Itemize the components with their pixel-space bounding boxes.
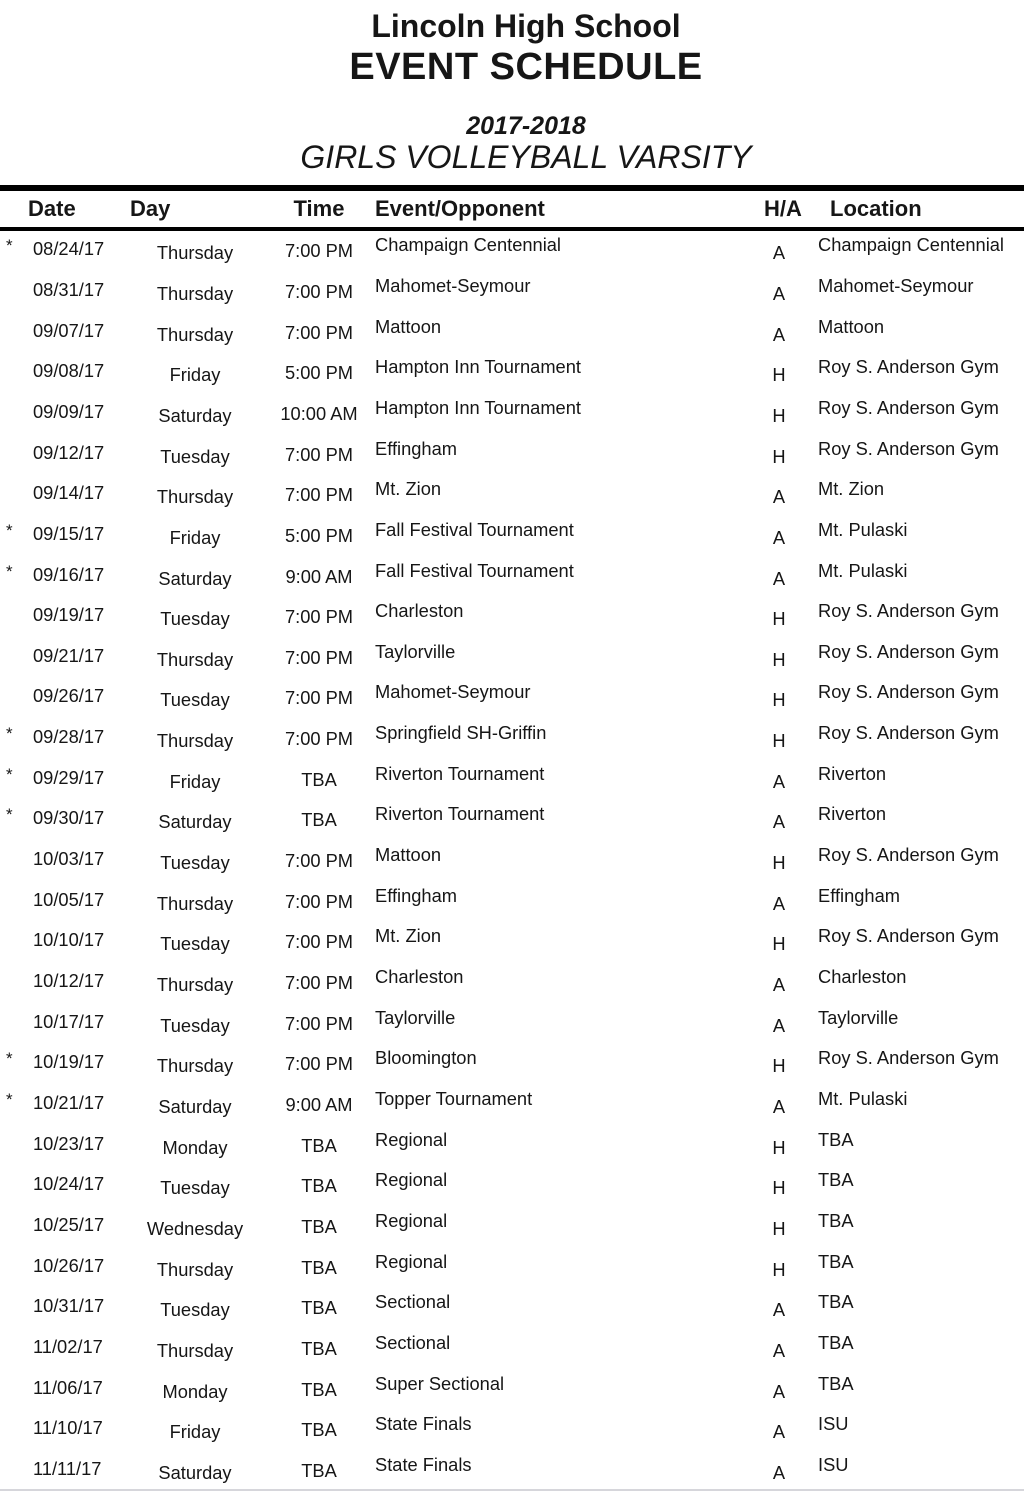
cell-event-opponent: Super Sectional bbox=[375, 1372, 505, 1394]
cell-home-away: H bbox=[772, 1136, 786, 1158]
schedule-row bbox=[0, 677, 1024, 718]
cell-star-marker: * bbox=[6, 805, 13, 825]
cell-star-marker bbox=[6, 1161, 26, 1202]
cell-date: 10/23/17 bbox=[33, 1132, 105, 1154]
cell-star-marker bbox=[6, 876, 26, 917]
cell-event-opponent: Mt. Zion bbox=[375, 925, 442, 947]
schedule-row bbox=[0, 962, 1024, 1003]
cell-date: 10/03/17 bbox=[33, 848, 105, 870]
cell-time: 5:00 PM bbox=[284, 362, 354, 384]
cell-day: Thursday bbox=[156, 1055, 234, 1077]
schedule-row bbox=[0, 515, 1024, 556]
cell-home-away: H bbox=[772, 608, 786, 630]
cell-event-opponent: Champaign Centennial bbox=[375, 234, 561, 256]
cell-event-opponent: Effingham bbox=[375, 437, 457, 459]
cell-day: Friday bbox=[169, 364, 221, 386]
schedule-row bbox=[0, 393, 1024, 434]
cell-date: 10/19/17 bbox=[33, 1051, 105, 1073]
cell-day: Monday bbox=[162, 1136, 228, 1158]
cell-star-marker: * bbox=[6, 561, 13, 581]
cell-time: 7:00 PM bbox=[284, 606, 354, 628]
cell-star-marker: * bbox=[6, 1089, 13, 1109]
cell-time: 7:00 PM bbox=[284, 240, 354, 262]
cell-time: TBA bbox=[301, 768, 337, 790]
cell-date: 09/21/17 bbox=[33, 644, 105, 666]
cell-star-marker bbox=[6, 1446, 26, 1487]
cell-date: 11/06/17 bbox=[33, 1376, 103, 1398]
cell-day: Thursday bbox=[156, 1339, 234, 1361]
cell-star-marker bbox=[6, 1120, 26, 1161]
schedule-row bbox=[0, 311, 1024, 352]
schedule-row bbox=[0, 433, 1024, 474]
schedule-row bbox=[0, 758, 1024, 799]
cell-event-opponent: Springfield SH-Griffin bbox=[375, 722, 547, 744]
cell-date: 11/02/17 bbox=[33, 1335, 103, 1357]
cell-location: Riverton bbox=[818, 762, 887, 784]
cell-home-away: A bbox=[772, 1095, 786, 1117]
cell-location: TBA bbox=[818, 1128, 854, 1150]
school-name: Lincoln High School bbox=[371, 8, 681, 44]
cell-event-opponent: State Finals bbox=[375, 1453, 472, 1475]
cell-home-away: A bbox=[772, 974, 786, 995]
schedule-row bbox=[0, 840, 1024, 881]
cell-location: Mt. Pulaski bbox=[818, 1087, 908, 1109]
column-header-location: Location bbox=[830, 196, 922, 221]
cell-location: Champaign Centennial bbox=[818, 234, 1004, 256]
team-label: GIRLS VOLLEYBALL VARSITY bbox=[300, 139, 752, 175]
cell-event-opponent: Mattoon bbox=[375, 844, 442, 866]
cell-date: 10/17/17 bbox=[33, 1010, 105, 1032]
cell-location: Taylorville bbox=[818, 1006, 899, 1028]
schedule-row bbox=[0, 921, 1024, 962]
cell-time: 7:00 PM bbox=[284, 728, 354, 750]
cell-star-marker bbox=[6, 917, 26, 958]
cell-star-marker: * bbox=[6, 724, 13, 744]
cell-location: Mt. Zion bbox=[818, 478, 885, 500]
cell-home-away: H bbox=[772, 852, 786, 874]
cell-star-marker bbox=[6, 348, 26, 389]
column-header-home-away: H/A bbox=[764, 196, 802, 221]
cell-event-opponent: Effingham bbox=[375, 884, 457, 906]
schedule-row bbox=[0, 1002, 1024, 1043]
cell-day: Saturday bbox=[158, 404, 232, 426]
cell-date: 11/10/17 bbox=[33, 1417, 103, 1439]
cell-home-away: A bbox=[772, 526, 786, 548]
cell-date: 08/31/17 bbox=[33, 278, 105, 300]
cell-home-away: A bbox=[772, 770, 786, 792]
cell-time: 7:00 PM bbox=[284, 972, 354, 993]
cell-date: 09/09/17 bbox=[33, 400, 105, 422]
cell-home-away: A bbox=[772, 811, 786, 833]
schedule-row bbox=[0, 637, 1024, 678]
cell-star-marker bbox=[6, 1324, 26, 1365]
cell-day: Saturday bbox=[158, 1095, 232, 1117]
cell-location: ISU bbox=[818, 1453, 849, 1475]
cell-event-opponent: Regional bbox=[375, 1250, 448, 1272]
cell-location: Roy S. Anderson Gym bbox=[818, 356, 999, 378]
cell-day: Monday bbox=[162, 1380, 228, 1402]
schedule-row bbox=[0, 1246, 1024, 1287]
cell-date: 10/25/17 bbox=[33, 1213, 105, 1235]
cell-location: ISU bbox=[818, 1413, 849, 1435]
cell-time: TBA bbox=[301, 1134, 337, 1156]
cell-event-opponent: Hampton Inn Tournament bbox=[375, 356, 581, 378]
cell-event-opponent: Regional bbox=[375, 1209, 448, 1231]
cell-home-away: H bbox=[772, 933, 786, 955]
cell-event-opponent: State Finals bbox=[375, 1413, 472, 1435]
cell-event-opponent: Mahomet-Seymour bbox=[375, 274, 531, 296]
cell-star-marker: * bbox=[6, 520, 13, 540]
cell-event-opponent: Fall Festival Tournament bbox=[375, 559, 574, 581]
schedule-row bbox=[0, 1409, 1024, 1450]
bottom-divider bbox=[0, 1489, 1024, 1491]
schedule-row bbox=[0, 1328, 1024, 1369]
cell-date: 10/05/17 bbox=[33, 888, 105, 910]
cell-event-opponent: Riverton Tournament bbox=[375, 762, 545, 784]
column-header-time: Time bbox=[293, 196, 345, 221]
season-label: 2017-2018 bbox=[466, 112, 586, 140]
schedule-row bbox=[0, 352, 1024, 393]
cell-date: 09/14/17 bbox=[33, 482, 105, 504]
cell-home-away: A bbox=[772, 567, 786, 589]
cell-time: TBA bbox=[301, 1337, 337, 1359]
cell-day: Saturday bbox=[158, 1461, 232, 1483]
cell-location: TBA bbox=[818, 1372, 854, 1394]
cell-location: Riverton bbox=[818, 803, 887, 825]
cell-location: Mattoon bbox=[818, 315, 885, 337]
cell-home-away: H bbox=[772, 730, 786, 752]
cell-date: 10/12/17 bbox=[33, 970, 105, 991]
cell-event-opponent: Mahomet-Seymour bbox=[375, 681, 531, 703]
cell-location: Effingham bbox=[818, 884, 900, 906]
cell-event-opponent: Sectional bbox=[375, 1291, 451, 1313]
cell-time: 9:00 AM bbox=[285, 565, 353, 587]
cell-star-marker bbox=[6, 1405, 26, 1446]
cell-time: TBA bbox=[301, 1175, 337, 1197]
cell-date: 09/15/17 bbox=[33, 522, 105, 544]
cell-date: 09/16/17 bbox=[33, 563, 105, 585]
schedule-row bbox=[0, 1124, 1024, 1165]
schedule-row bbox=[0, 474, 1024, 515]
cell-event-opponent: Taylorville bbox=[375, 1006, 456, 1028]
cell-location: TBA bbox=[818, 1331, 854, 1353]
cell-time: 7:00 PM bbox=[284, 443, 354, 465]
schedule-row bbox=[0, 1084, 1024, 1125]
cell-star-marker bbox=[6, 958, 26, 999]
column-header-date: Date bbox=[28, 196, 76, 221]
cell-star-marker bbox=[6, 633, 26, 674]
cell-date: 11/11/17 bbox=[33, 1457, 102, 1479]
cell-location: Roy S. Anderson Gym bbox=[818, 1047, 999, 1069]
cell-time: 10:00 AM bbox=[280, 402, 358, 424]
cell-star-marker bbox=[6, 836, 26, 877]
cell-home-away: H bbox=[772, 689, 786, 711]
cell-location: Mt. Pulaski bbox=[818, 518, 908, 540]
cell-day: Friday bbox=[169, 1421, 221, 1443]
cell-location: TBA bbox=[818, 1291, 854, 1313]
cell-day: Thursday bbox=[156, 242, 234, 264]
cell-location: Roy S. Anderson Gym bbox=[818, 600, 999, 622]
cell-time: 7:00 PM bbox=[284, 1053, 354, 1075]
cell-time: TBA bbox=[301, 1297, 337, 1319]
cell-day: Thursday bbox=[156, 323, 234, 345]
cell-location: Roy S. Anderson Gym bbox=[818, 681, 999, 703]
cell-home-away: H bbox=[772, 445, 786, 467]
cell-day: Friday bbox=[169, 770, 221, 792]
cell-home-away: H bbox=[772, 648, 786, 670]
cell-location: Roy S. Anderson Gym bbox=[818, 925, 999, 947]
cell-day: Tuesday bbox=[160, 933, 230, 955]
cell-location: Roy S. Anderson Gym bbox=[818, 640, 999, 662]
schedule-row bbox=[0, 799, 1024, 840]
cell-event-opponent: Topper Tournament bbox=[375, 1087, 533, 1109]
cell-date: 10/26/17 bbox=[33, 1254, 105, 1276]
cell-date: 09/07/17 bbox=[33, 319, 105, 341]
cell-star-marker bbox=[6, 673, 26, 714]
cell-home-away: A bbox=[772, 1014, 786, 1036]
cell-star-marker: * bbox=[6, 764, 13, 784]
cell-home-away: A bbox=[772, 1299, 786, 1321]
cell-time: TBA bbox=[301, 1378, 337, 1400]
schedule-row bbox=[0, 1287, 1024, 1328]
cell-day: Friday bbox=[169, 526, 221, 548]
cell-time: TBA bbox=[301, 809, 337, 831]
cell-day: Wednesday bbox=[146, 1217, 244, 1239]
cell-home-away: A bbox=[772, 323, 786, 345]
top-divider bbox=[0, 185, 1024, 191]
cell-location: Roy S. Anderson Gym bbox=[818, 396, 999, 418]
cell-date: 09/19/17 bbox=[33, 604, 105, 626]
cell-location: Roy S. Anderson Gym bbox=[818, 437, 999, 459]
cell-home-away: H bbox=[772, 1217, 786, 1239]
cell-event-opponent: Charleston bbox=[375, 600, 464, 622]
cell-time: TBA bbox=[301, 1459, 337, 1481]
schedule-row bbox=[0, 1043, 1024, 1084]
cell-day: Saturday bbox=[158, 811, 232, 833]
cell-day: Thursday bbox=[156, 974, 234, 995]
cell-home-away: A bbox=[772, 892, 786, 914]
cell-home-away: A bbox=[772, 486, 786, 508]
cell-date: 09/12/17 bbox=[33, 441, 105, 463]
cell-event-opponent: Sectional bbox=[375, 1331, 451, 1353]
cell-event-opponent: Hampton Inn Tournament bbox=[375, 396, 581, 418]
schedule-row bbox=[0, 1450, 1024, 1491]
cell-date: 09/29/17 bbox=[33, 766, 105, 788]
cell-event-opponent: Taylorville bbox=[375, 640, 456, 662]
cell-home-away: H bbox=[772, 1177, 786, 1199]
cell-time: 7:00 PM bbox=[284, 321, 354, 343]
cell-day: Saturday bbox=[158, 567, 232, 589]
cell-time: 5:00 PM bbox=[284, 524, 354, 546]
cell-day: Thursday bbox=[156, 648, 234, 670]
cell-home-away: A bbox=[772, 1461, 786, 1483]
cell-event-opponent: Fall Festival Tournament bbox=[375, 518, 574, 540]
cell-day: Thursday bbox=[156, 486, 234, 508]
cell-home-away: A bbox=[772, 242, 786, 264]
cell-star-marker bbox=[6, 592, 26, 633]
cell-event-opponent: Regional bbox=[375, 1169, 448, 1191]
cell-day: Tuesday bbox=[160, 1014, 230, 1036]
cell-day: Thursday bbox=[156, 282, 234, 304]
cell-location: Mt. Pulaski bbox=[818, 559, 908, 581]
cell-date: 10/21/17 bbox=[33, 1091, 105, 1113]
cell-time: TBA bbox=[301, 1419, 337, 1441]
cell-star-marker bbox=[6, 1364, 26, 1405]
cell-day: Thursday bbox=[156, 1258, 234, 1280]
cell-date: 10/31/17 bbox=[33, 1295, 105, 1317]
schedule-row bbox=[0, 1165, 1024, 1206]
cell-date: 08/24/17 bbox=[33, 238, 105, 260]
cell-star-marker bbox=[6, 389, 26, 430]
cell-location: Roy S. Anderson Gym bbox=[818, 722, 999, 744]
cell-day: Thursday bbox=[156, 892, 234, 914]
schedule-row bbox=[0, 880, 1024, 921]
cell-home-away: A bbox=[772, 282, 786, 304]
cell-day: Tuesday bbox=[160, 1177, 230, 1199]
cell-star-marker bbox=[6, 1242, 26, 1283]
cell-star-marker bbox=[6, 470, 26, 511]
cell-location: TBA bbox=[818, 1250, 854, 1272]
cell-event-opponent: Riverton Tournament bbox=[375, 803, 545, 825]
cell-home-away: A bbox=[772, 1380, 786, 1402]
cell-home-away: H bbox=[772, 1055, 786, 1077]
schedule-row bbox=[0, 718, 1024, 759]
cell-time: TBA bbox=[301, 1215, 337, 1237]
cell-time: 7:00 PM bbox=[284, 484, 354, 506]
cell-location: TBA bbox=[818, 1209, 854, 1231]
cell-time: 7:00 PM bbox=[284, 931, 354, 953]
schedule-row bbox=[0, 1206, 1024, 1247]
cell-time: 7:00 PM bbox=[284, 687, 354, 709]
cell-time: 9:00 AM bbox=[285, 1093, 353, 1115]
schedule-row bbox=[0, 271, 1024, 312]
cell-star-marker: * bbox=[6, 236, 13, 256]
cell-event-opponent: Mt. Zion bbox=[375, 478, 442, 500]
cell-time: 7:00 PM bbox=[284, 646, 354, 668]
cell-home-away: H bbox=[772, 1258, 786, 1280]
cell-event-opponent: Mattoon bbox=[375, 315, 442, 337]
cell-time: 7:00 PM bbox=[284, 280, 354, 302]
schedule-row bbox=[0, 230, 1024, 271]
cell-date: 09/26/17 bbox=[33, 685, 105, 707]
cell-day: Tuesday bbox=[160, 1299, 230, 1321]
schedule-row bbox=[0, 596, 1024, 637]
cell-day: Tuesday bbox=[160, 689, 230, 711]
cell-star-marker bbox=[6, 429, 26, 470]
cell-event-opponent: Charleston bbox=[375, 966, 464, 987]
cell-home-away: A bbox=[772, 1421, 786, 1443]
schedule-row bbox=[0, 555, 1024, 596]
cell-time: 7:00 PM bbox=[284, 890, 354, 912]
cell-day: Tuesday bbox=[160, 608, 230, 630]
cell-home-away: A bbox=[772, 1339, 786, 1361]
cell-location: Charleston bbox=[818, 966, 907, 987]
cell-location: TBA bbox=[818, 1169, 854, 1191]
cell-day: Tuesday bbox=[160, 445, 230, 467]
column-header-event: Event/Opponent bbox=[375, 196, 545, 221]
document-title: EVENT SCHEDULE bbox=[349, 46, 703, 88]
cell-star-marker bbox=[6, 1202, 26, 1243]
schedule-row bbox=[0, 1368, 1024, 1409]
cell-day: Tuesday bbox=[160, 852, 230, 874]
cell-date: 09/28/17 bbox=[33, 726, 105, 748]
cell-date: 10/10/17 bbox=[33, 929, 105, 951]
cell-date: 09/30/17 bbox=[33, 807, 105, 829]
cell-star-marker bbox=[6, 307, 26, 348]
cell-home-away: H bbox=[772, 364, 786, 386]
cell-location: Roy S. Anderson Gym bbox=[818, 844, 999, 866]
cell-time: TBA bbox=[301, 1256, 337, 1278]
cell-home-away: H bbox=[772, 404, 786, 426]
cell-star-marker bbox=[6, 1283, 26, 1324]
cell-time: 7:00 PM bbox=[284, 1012, 354, 1034]
cell-location: Mahomet-Seymour bbox=[818, 274, 974, 296]
cell-star-marker bbox=[6, 267, 26, 308]
cell-event-opponent: Regional bbox=[375, 1128, 448, 1150]
column-header-day: Day bbox=[130, 196, 171, 221]
cell-day: Thursday bbox=[156, 730, 234, 752]
cell-date: 10/24/17 bbox=[33, 1173, 105, 1195]
cell-star-marker: * bbox=[6, 1049, 13, 1069]
cell-event-opponent: Bloomington bbox=[375, 1047, 477, 1069]
cell-star-marker bbox=[6, 998, 26, 1039]
cell-date: 09/08/17 bbox=[33, 360, 105, 382]
cell-time: 7:00 PM bbox=[284, 850, 354, 872]
